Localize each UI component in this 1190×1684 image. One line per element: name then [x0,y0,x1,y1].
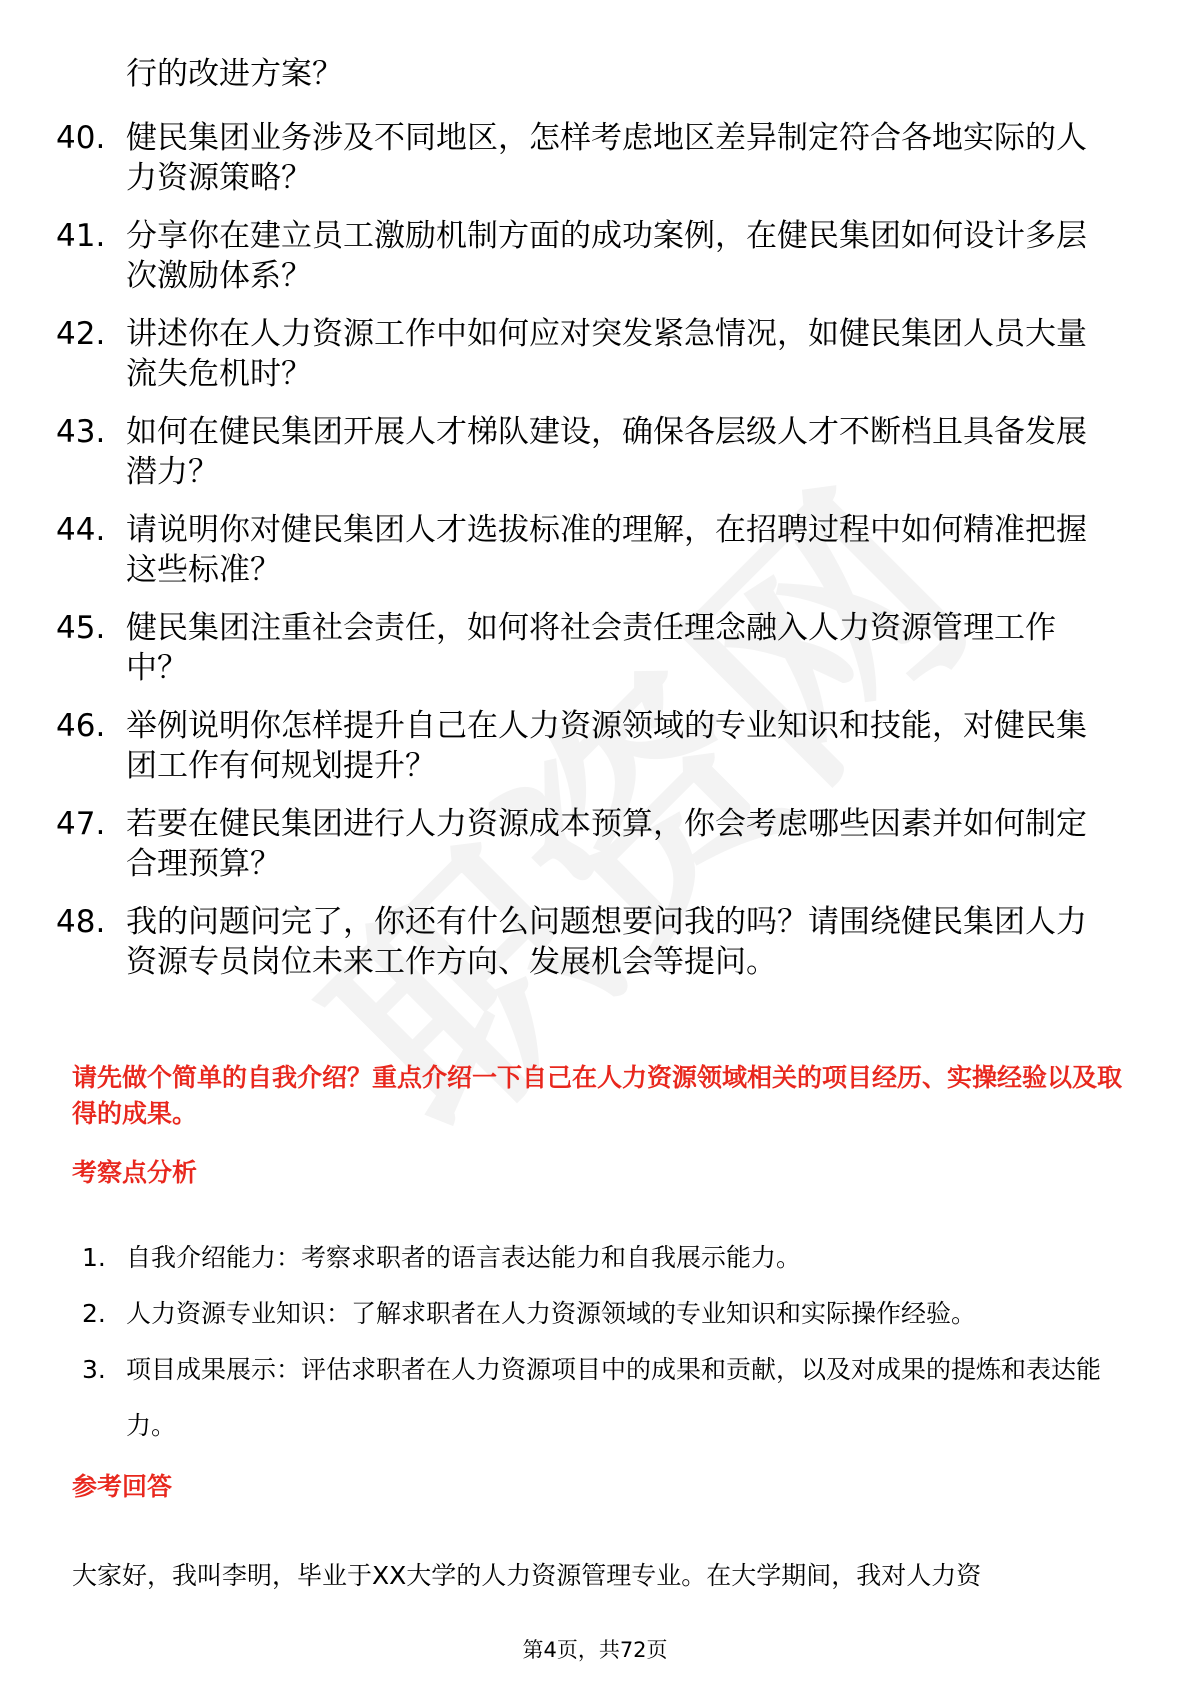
question-text: 举例说明你怎样提升自己在人力资源领域的专业知识和技能，对健民集团工作有何规划提升？ [126,708,1087,784]
page-footer: 第4页，共72页 [522,1638,668,1662]
question-number: 45. [56,610,106,646]
question-number: 41. [56,218,106,254]
question-item [56,314,1116,394]
analysis-text: 人力资源专业知识：了解求职者在人力资源领域的专业知识和实际操作经验。 [126,1299,977,1328]
question-text: 健民集团业务涉及不同地区，怎样考虑地区差异制定符合各地实际的人力资源策略？ [126,120,1087,196]
analysis-title: 考察点分析 [72,1158,198,1187]
analysis-item [82,1342,1122,1454]
analysis-text: 项目成果展示：评估求职者在人力资源项目中的成果和贡献，以及对成果的提炼和表达能力。 [126,1355,1102,1440]
question-item [56,804,1116,884]
question-number: 44. [56,512,106,548]
question-item [56,902,1116,982]
question-list [56,118,1116,1000]
analysis-list [82,1230,1122,1454]
analysis-number: 1. [82,1243,106,1272]
question-text: 如何在健民集团开展人才梯队建设，确保各层级人才不断档且具备发展潜力？ [126,414,1087,490]
question-number: 46. [56,708,106,744]
question-text: 讲述你在人力资源工作中如何应对突发紧急情况，如健民集团人员大量流失危机时？ [126,316,1087,392]
question-item [56,412,1116,492]
analysis-number: 2. [82,1299,106,1328]
highlight-question: 请先做个简单的自我介绍？重点介绍一下自己在人力资源领域相关的项目经历、实操经验以及取得的成果。 [72,1063,1123,1128]
question-text: 请说明你对健民集团人才选拔标准的理解，在招聘过程中如何精准把握这些标准？ [126,512,1087,588]
question-number: 40. [56,120,106,156]
question-number: 42. [56,316,106,352]
analysis-item [82,1286,1122,1342]
question-continuation: 行的改进方案？ [126,56,343,92]
question-item [56,706,1116,786]
question-number: 47. [56,806,106,842]
analysis-text: 自我介绍能力：考察求职者的语言表达能力和自我展示能力。 [126,1243,802,1272]
analysis-item [82,1230,1122,1286]
answer-text: 大家好，我叫李明，毕业于XX大学的人力资源管理专业。在大学期间，我对人力资 [72,1561,982,1590]
question-item [56,118,1116,198]
question-text: 若要在健民集团进行人力资源成本预算，你会考虑哪些因素并如何制定合理预算？ [126,806,1087,882]
question-item [56,608,1116,688]
question-number: 43. [56,414,106,450]
question-item [56,510,1116,590]
question-item [56,216,1116,296]
question-number: 48. [56,904,106,940]
analysis-number: 3. [82,1355,106,1384]
question-text: 健民集团注重社会责任，如何将社会责任理念融入人力资源管理工作中？ [126,610,1056,686]
question-text: 分享你在建立员工激励机制方面的成功案例，在健民集团如何设计多层次激励体系？ [126,218,1087,294]
answer-title: 参考回答 [72,1472,173,1501]
question-text: 我的问题问完了，你还有什么问题想要问我的吗？请围绕健民集团人力资源专员岗位未来工作方向、发展机会等提问。 [126,904,1087,980]
